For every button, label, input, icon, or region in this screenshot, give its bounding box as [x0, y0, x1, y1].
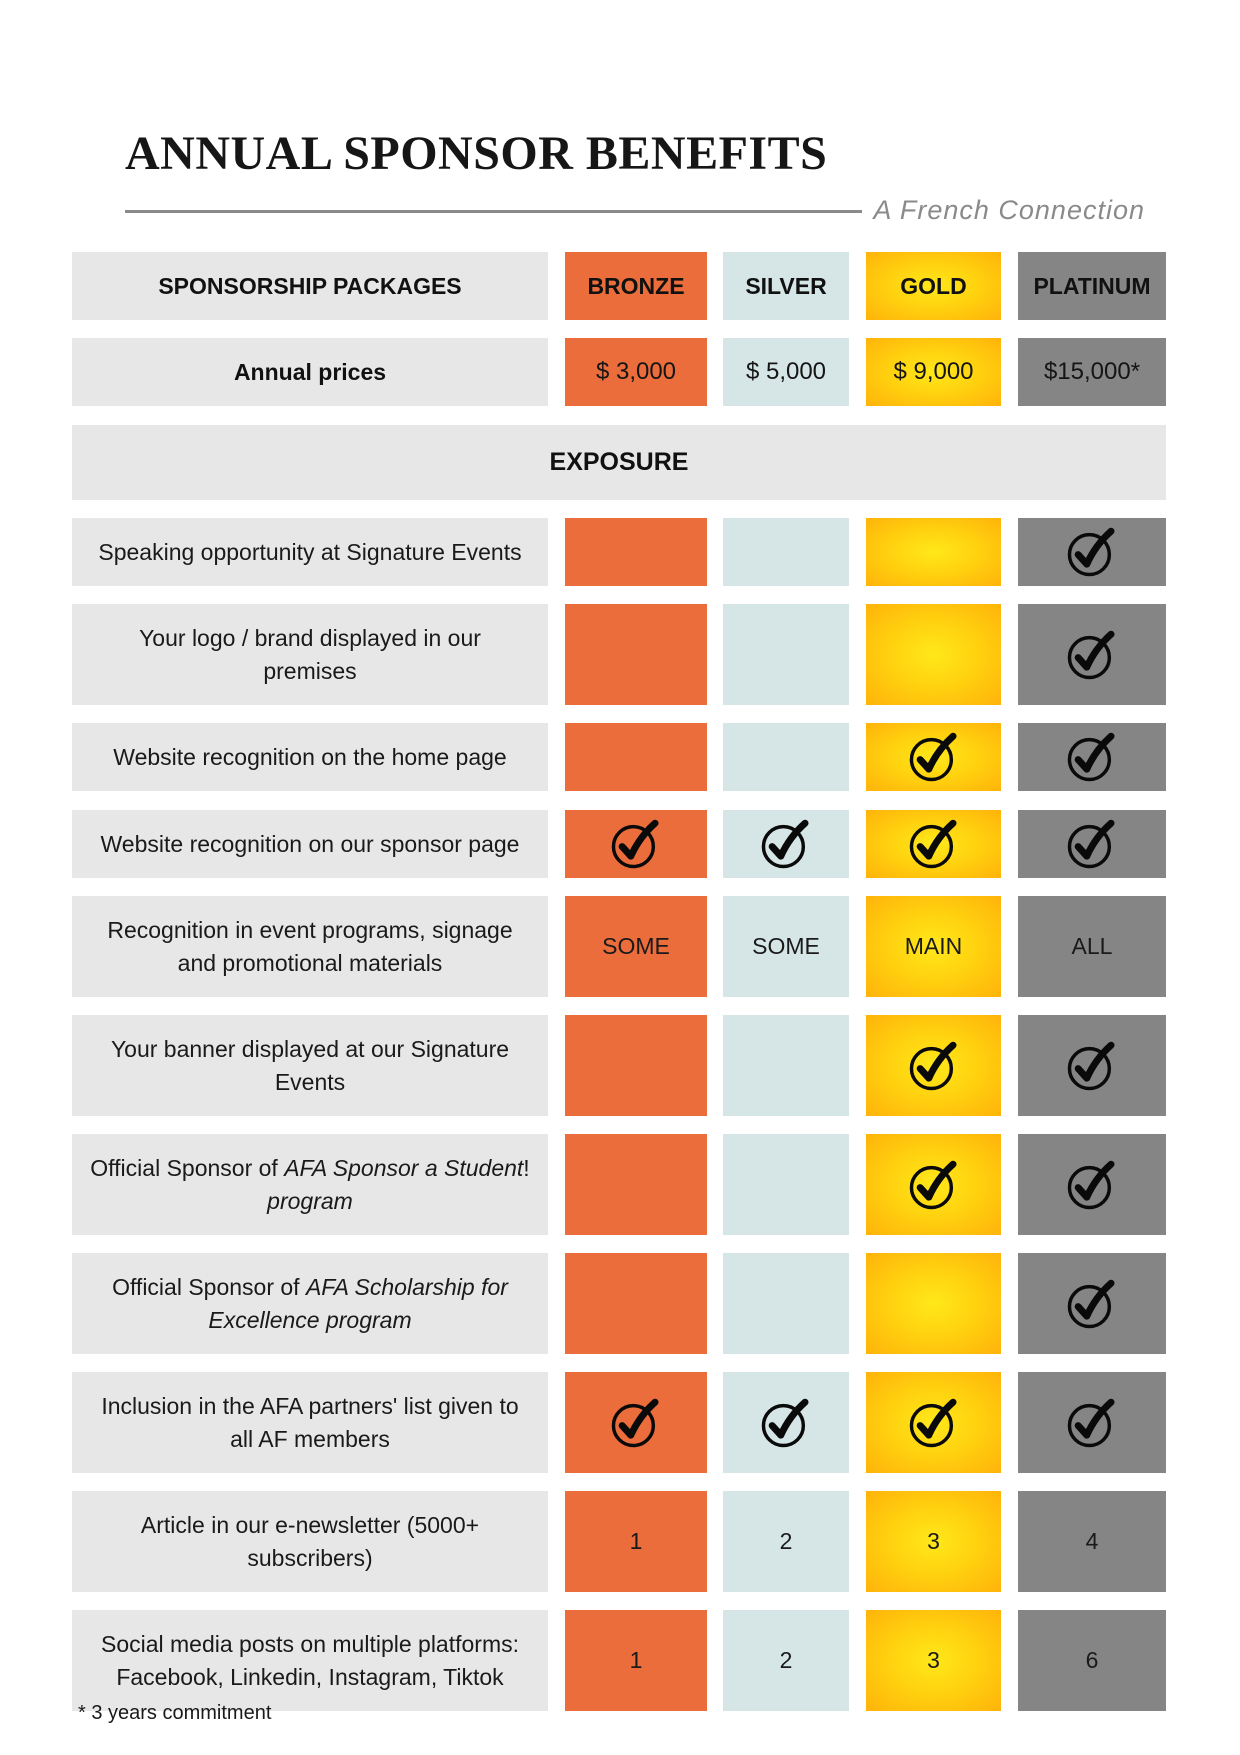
check-circle-icon [610, 818, 662, 870]
program-name: AFA Scholarship for Excellence program [208, 1273, 508, 1333]
benefit-cell-platinum [1018, 810, 1166, 878]
benefit-cell-platinum: 6 [1018, 1610, 1166, 1711]
benefit-cell-platinum [1018, 518, 1166, 586]
packages-header: SPONSORSHIP PACKAGES [72, 252, 548, 320]
benefit-label [72, 518, 548, 586]
benefit-label-text: Inclusion in the AFA partners' list given to all AF members [101, 1392, 519, 1452]
benefit-cell-platinum [1018, 1134, 1166, 1235]
benefit-cell-bronze: SOME [565, 896, 707, 997]
title-divider [125, 210, 862, 213]
check-circle-icon [908, 731, 960, 783]
price-platinum: $15,000* [1018, 338, 1166, 406]
benefit-cell-silver: 2 [723, 1610, 849, 1711]
check-circle-icon [908, 1040, 960, 1092]
check-circle-icon [1066, 1397, 1118, 1449]
check-circle-icon [1066, 1040, 1118, 1092]
benefit-row [0, 1015, 1240, 1116]
benefit-cell-silver: SOME [723, 896, 849, 997]
benefit-cell-bronze [565, 1134, 707, 1235]
check-circle-icon [1066, 1278, 1118, 1330]
benefit-row [0, 896, 1240, 997]
benefit-cell-silver [723, 1372, 849, 1473]
benefit-row [0, 1253, 1240, 1354]
benefit-cell-gold: 3 [866, 1491, 1001, 1592]
check-circle-icon [1066, 629, 1118, 681]
benefit-label-text: Article in our e-newsletter (5000+ subscribers) [140, 1511, 480, 1571]
price-gold: $ 9,000 [866, 338, 1001, 406]
benefit-cell-bronze: 1 [565, 1610, 707, 1711]
benefit-cell-gold [866, 1372, 1001, 1473]
page-subtitle: A French Connection [873, 195, 1145, 225]
prices-label: Annual prices [72, 338, 548, 406]
benefit-cell-gold [866, 1253, 1001, 1354]
benefit-label [72, 1610, 548, 1711]
section-row [0, 425, 1240, 500]
check-circle-icon [908, 818, 960, 870]
benefit-label [72, 896, 548, 997]
benefit-cell-bronze [565, 1015, 707, 1116]
program-name: AFA Sponsor a Student [284, 1154, 524, 1181]
check-circle-icon [1066, 818, 1118, 870]
benefit-cell-platinum [1018, 723, 1166, 791]
benefit-row [0, 1134, 1240, 1235]
price-bronze: $ 3,000 [565, 338, 707, 406]
benefit-cell-gold [866, 723, 1001, 791]
benefit-row [0, 604, 1240, 705]
benefit-row [0, 1491, 1240, 1592]
benefit-row [0, 1610, 1240, 1711]
program-name: program [267, 1187, 353, 1214]
section-exposure: EXPOSURE [72, 425, 1166, 500]
check-circle-icon [1066, 731, 1118, 783]
tier-header-row [0, 252, 1240, 320]
check-circle-icon [908, 1397, 960, 1449]
tier-platinum: PLATINUM [1018, 252, 1166, 320]
benefit-cell-silver [723, 518, 849, 586]
benefit-cell-silver [723, 1015, 849, 1116]
check-circle-icon [610, 1397, 662, 1449]
benefit-cell-platinum: ALL [1018, 896, 1166, 997]
benefit-cell-platinum: 4 [1018, 1491, 1166, 1592]
tier-bronze: BRONZE [565, 252, 707, 320]
benefit-cell-gold [866, 810, 1001, 878]
benefit-label-text: Social media posts on multiple platforms: Facebook, Linkedin, Instagram, Tiktok [100, 1630, 520, 1690]
benefit-row [0, 1372, 1240, 1473]
check-circle-icon [1066, 526, 1118, 578]
benefit-cell-gold [866, 1015, 1001, 1116]
benefit-row [0, 810, 1240, 878]
benefit-label-text: Your logo / brand displayed in our premises [139, 624, 481, 684]
footnote: * 3 years commitment [78, 1702, 272, 1724]
benefit-label [72, 723, 548, 791]
benefit-cell-silver [723, 1134, 849, 1235]
benefit-label-text: Official Sponsor of AFA Scholarship for Excellence program [112, 1273, 508, 1333]
benefit-label [72, 1491, 548, 1592]
benefit-label [72, 1372, 548, 1473]
check-circle-icon [908, 1159, 960, 1211]
price-silver: $ 5,000 [723, 338, 849, 406]
benefit-row [0, 723, 1240, 791]
benefit-cell-gold [866, 604, 1001, 705]
benefit-cell-gold: MAIN [866, 896, 1001, 997]
benefit-cell-bronze [565, 723, 707, 791]
price-row [0, 338, 1240, 406]
benefit-cell-platinum [1018, 1253, 1166, 1354]
benefit-label [72, 1015, 548, 1116]
benefit-cell-platinum [1018, 1015, 1166, 1116]
benefit-cell-platinum [1018, 1372, 1166, 1473]
benefit-cell-bronze [565, 1372, 707, 1473]
benefit-cell-silver [723, 810, 849, 878]
benefit-cell-bronze [565, 1253, 707, 1354]
page-title: ANNUAL SPONSOR BENEFITS [125, 127, 828, 180]
benefit-cell-gold [866, 1134, 1001, 1235]
benefit-label-text: Your banner displayed at our Signature Events [110, 1035, 510, 1095]
benefit-label [72, 1253, 548, 1354]
benefit-label [72, 1134, 548, 1235]
benefit-label-text: Website recognition on our sponsor page [100, 830, 520, 857]
benefit-cell-gold: 3 [866, 1610, 1001, 1711]
benefit-row [0, 518, 1240, 586]
benefit-cell-bronze [565, 810, 707, 878]
benefit-cell-bronze [565, 518, 707, 586]
benefit-cell-silver [723, 1253, 849, 1354]
benefit-cell-bronze [565, 604, 707, 705]
benefit-cell-bronze: 1 [565, 1491, 707, 1592]
benefit-cell-silver [723, 604, 849, 705]
benefit-label-text: Recognition in event programs, signage and promotional materials [107, 916, 513, 976]
benefit-cell-silver: 2 [723, 1491, 849, 1592]
benefit-cell-silver [723, 723, 849, 791]
benefit-label [72, 810, 548, 878]
tier-gold: GOLD [866, 252, 1001, 320]
benefit-cell-platinum [1018, 604, 1166, 705]
check-circle-icon [1066, 1159, 1118, 1211]
check-circle-icon [760, 818, 812, 870]
tier-silver: SILVER [723, 252, 849, 320]
benefit-label-text: Website recognition on the home page [113, 743, 507, 770]
benefit-label [72, 604, 548, 705]
benefit-label-text: Speaking opportunity at Signature Events [98, 538, 522, 565]
benefit-cell-gold [866, 518, 1001, 586]
benefit-label-text: Official Sponsor of AFA Sponsor a Student! program [90, 1154, 530, 1214]
check-circle-icon [760, 1397, 812, 1449]
